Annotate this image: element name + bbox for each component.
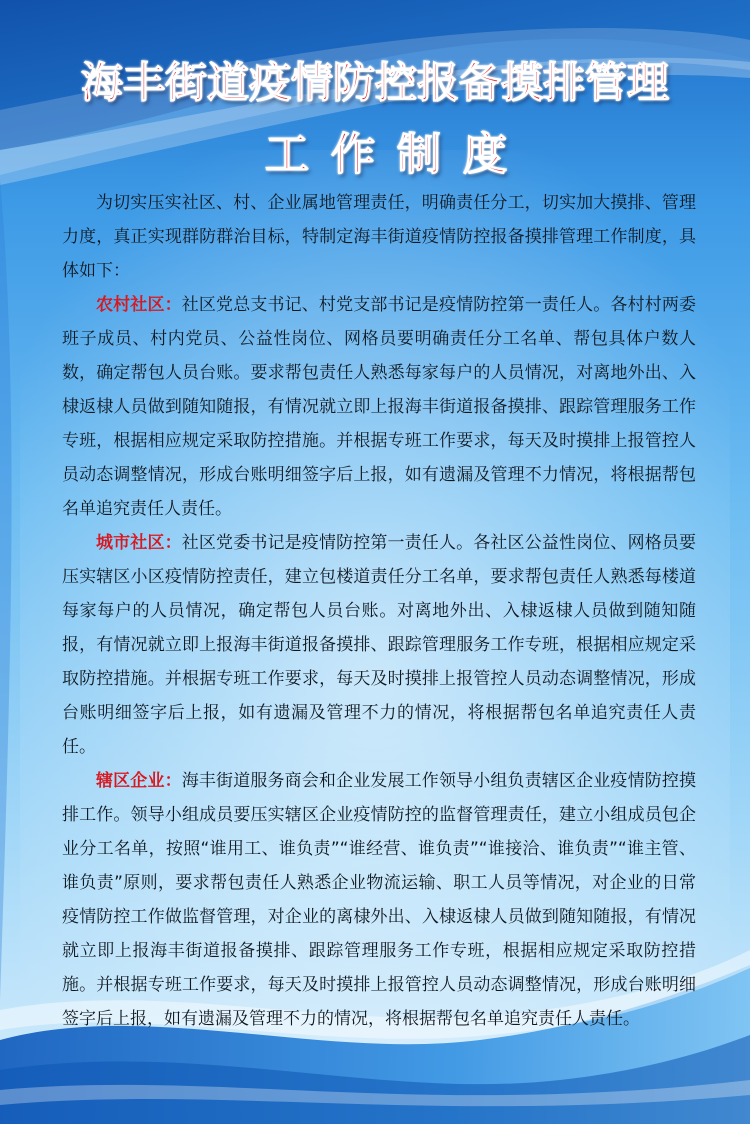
section-enterprises	[62, 764, 696, 1036]
regulation-body	[62, 186, 696, 1036]
section-rural-community	[62, 288, 696, 526]
section-text: 社区党委书记是疫情防控第一责任人。各社区公益性岗位、网格员要压实辖区小区疫情防控责任，建立包楼道责任分工名单，要求帮包责任人熟悉每楼道每家每户的人员情况，确定帮包人员台账。对离地外出、入棣返棣人员做到随知随报，有情况就立即上报海丰街道报备摸排、跟踪管理服务工作专班，根据相应规定采取防控措施。并根据专班工作要求，每天及时摸排上报管控人员动态调整情况，形成台账明细签字后上报，如有遗漏及管理不力的情况，将根据帮包名单追究责任人责任。	[62, 533, 697, 757]
intro-paragraph: 为切实压实社区、村、企业属地管理责任，明确责任分工，切实加大摸排、管理力度，真正实现群防群治目标，特制定海丰街道疫情防控报备摸排管理工作制度，具体如下：	[62, 193, 696, 281]
page-title: 海丰街道疫情防控报备摸排管理	[80, 58, 669, 107]
section-label: 城市社区：	[96, 533, 182, 553]
section-urban-community	[62, 526, 696, 764]
page-subtitle: 工作制度	[265, 129, 529, 180]
section-label: 农村社区：	[96, 295, 182, 315]
section-label: 辖区企业：	[96, 771, 182, 791]
section-text: 社区党总支书记、村党支部书记是疫情防控第一责任人。各村村两委班子成员、村内党员、公益性岗位、网格员要明确责任分工名单、帮包具体户数人数，确定帮包人员台账。要求帮包责任人熟悉每家每户的人员情况，对离地外出、入棣返棣人员做到随知随报，有情况就立即上报海丰街道报备摸排、跟踪管理服务工作专班，根据相应规定采取防控措施。并根据专班工作要求，每天及时摸排上报管控人员动态调整情况，形成台账明细签字后上报，如有遗漏及管理不力情况，将根据帮包名单追究责任人责任。	[62, 295, 697, 519]
section-text: 海丰街道服务商会和企业发展工作领导小组负责辖区企业疫情防控摸排工作。领导小组成员要压实辖区企业疫情防控的监督管理责任，建立小组成员包企业分工名单，按照“谁用工、谁负责”“谁经营、谁负责”“谁接洽、谁负责”“谁主管、谁负责”原则，要求帮包责任人熟悉企业物流运输、职工人员等情况，对企业的日常疫情防控工作做监督管理，对企业的离棣外出、入棣返棣人员做到随知随报，有情况就立即上报海丰街道报备摸排、跟踪管理服务工作专班，根据相应规定采取防控措施。并根据专班工作要求，每天及时摸排上报管控人员动态调整情况，形成台账明细签字后上报，如有遗漏及管理不力的情况，将根据帮包名单追究责任人责任。	[62, 771, 697, 1029]
